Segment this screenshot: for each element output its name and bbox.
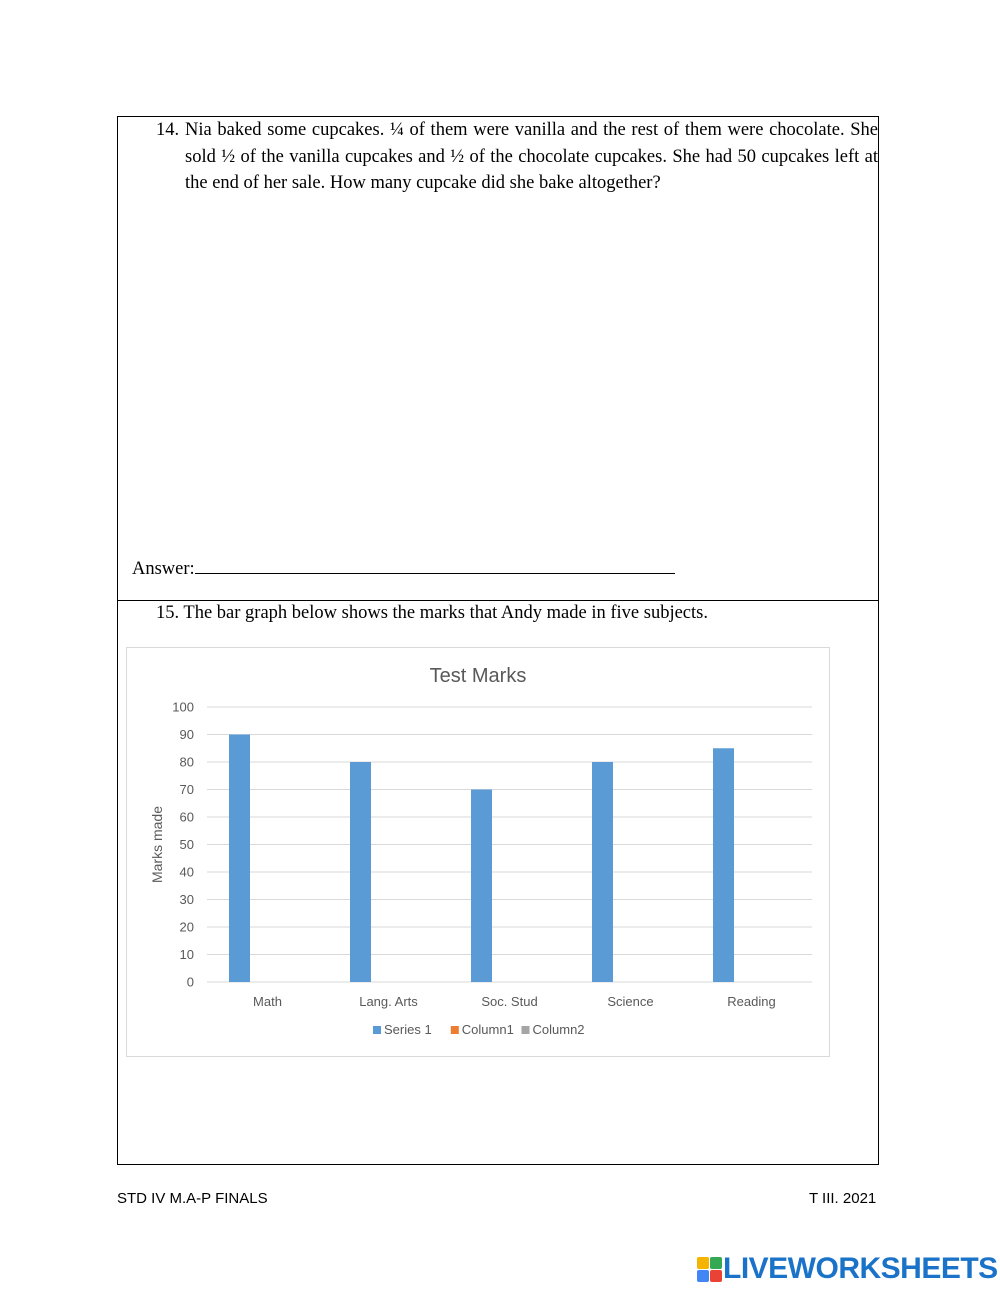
logo-blocks-icon (697, 1257, 723, 1283)
bar-series-1 (713, 748, 734, 982)
y-tick-label: 70 (179, 782, 194, 797)
answer-line[interactable] (132, 554, 675, 580)
y-tick-label: 80 (179, 754, 194, 770)
bar-series-1 (229, 735, 250, 983)
x-tick-label: Lang. Arts (359, 994, 418, 1009)
y-tick-label: 60 (179, 809, 194, 825)
x-tick-label: Reading (727, 994, 776, 1009)
chart-title: Test Marks (429, 665, 527, 687)
question-15-text: 15. The bar graph below shows the marks that Andy made in five subjects. (156, 603, 708, 623)
question-15-box (117, 600, 879, 1165)
bar-series-1 (592, 762, 613, 982)
question-14-number: 14. (156, 120, 180, 140)
logo-text: LIVEWORKSHEETS (723, 1252, 998, 1285)
y-tick-label: 90 (179, 727, 194, 742)
question-14-box (117, 116, 879, 601)
question-14 (156, 117, 878, 197)
x-tick-label: Math (253, 994, 282, 1009)
x-tick-label: Science (607, 994, 654, 1009)
legend-label: Series 1 (384, 1022, 432, 1037)
legend-swatch (373, 1026, 381, 1034)
legend-swatch (522, 1026, 530, 1034)
logo-block (697, 1270, 709, 1282)
legend-label: Column1 (461, 1022, 514, 1037)
footer-left: STD IV M.A-P FINALS (117, 1190, 268, 1207)
legend-swatch (451, 1026, 459, 1034)
y-axis-label: Marks made (149, 805, 165, 884)
answer-label: Answer: (132, 559, 195, 579)
x-tick-label: Soc. Stud (481, 994, 538, 1009)
footer-right: T III. 2021 (809, 1190, 877, 1207)
y-tick-label: 0 (186, 974, 194, 990)
answer-blank[interactable] (195, 554, 675, 574)
y-tick-label: 20 (179, 919, 194, 935)
legend-label: Column2 (532, 1022, 585, 1037)
y-tick-label: 10 (179, 947, 194, 962)
logo-block (710, 1257, 722, 1269)
logo-block (697, 1257, 709, 1269)
bar-series-1 (350, 762, 371, 982)
y-tick-label: 40 (179, 864, 194, 880)
liveworksheets-logo (697, 1252, 998, 1287)
bar-series-1 (471, 790, 492, 983)
question-14-text: Nia baked some cupcakes. ¼ of them were vanilla and the rest of them were chocolate. She sold ½ of the vanilla cupcakes and ½ of the chocolate cupcakes. She had 50 cupcakes left at the end of her sale. How many cupcake did she bake altogether? (185, 120, 878, 193)
logo-block (710, 1270, 722, 1282)
y-tick-label: 100 (172, 699, 194, 715)
chart-frame (126, 647, 830, 1057)
y-tick-label: 30 (179, 892, 194, 907)
bar-chart (127, 648, 829, 1056)
y-tick-label: 50 (179, 837, 194, 852)
